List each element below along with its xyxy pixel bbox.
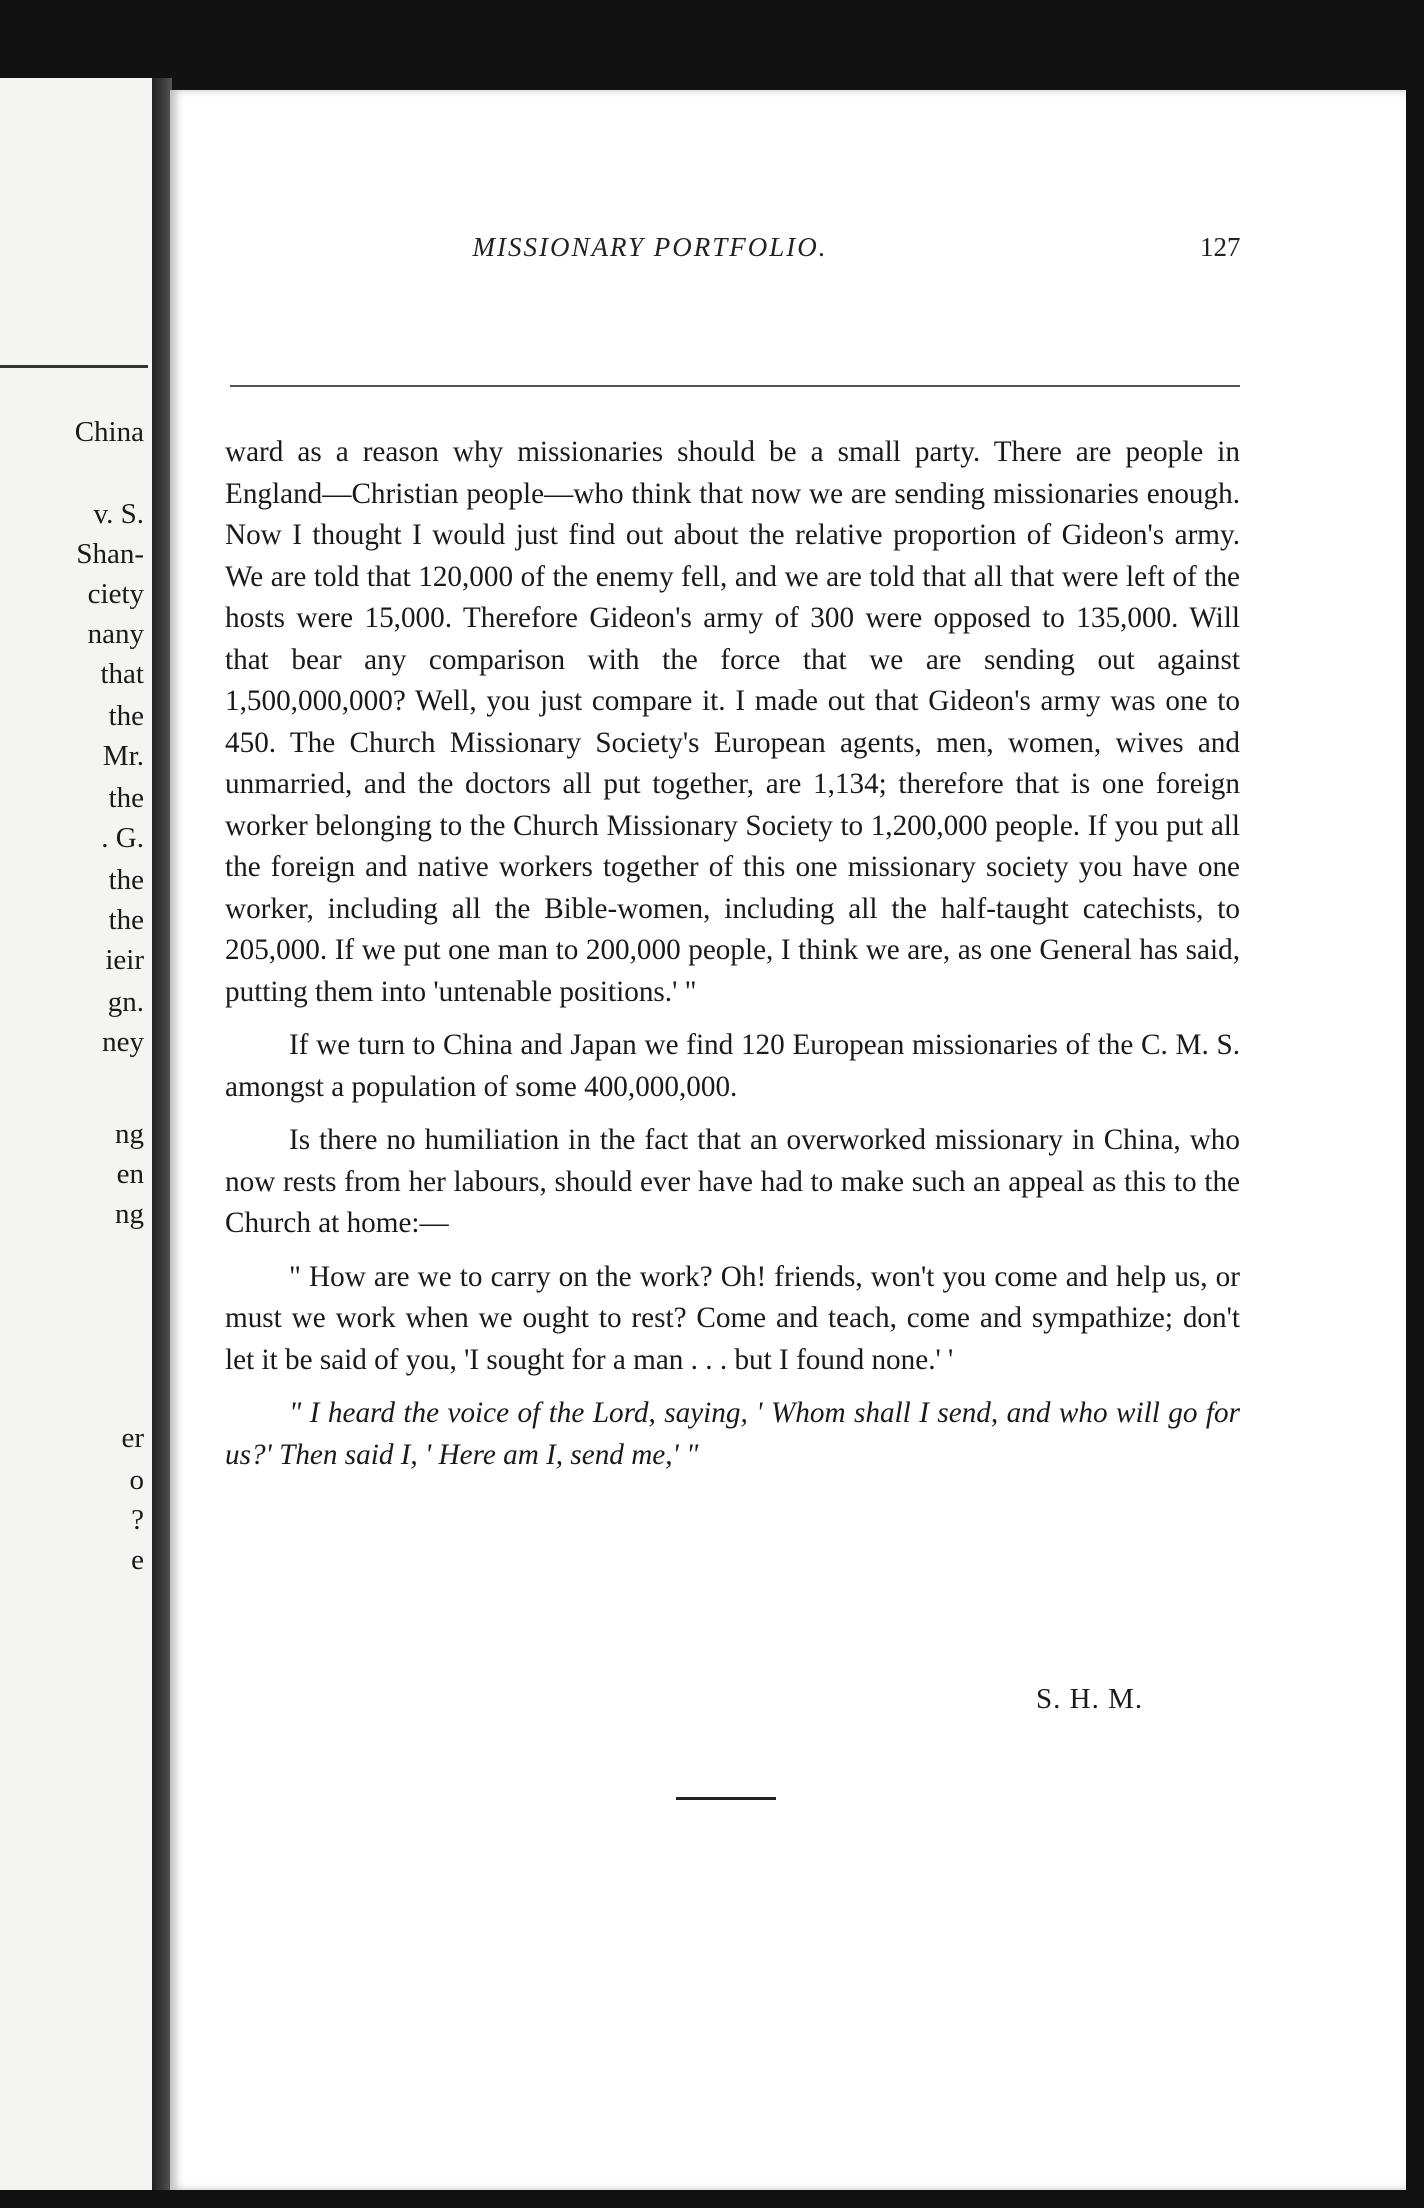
left-page-line: nany xyxy=(87,618,144,650)
left-page-line: China xyxy=(74,416,144,448)
quoted-appeal: " How are we to carry on the work? Oh! friends, won't you come and help us, or must we work when we ought to rest? Come and teach, come and sympathize; don't let it be said of you, 'I sought for a man . . . but I found none.' ' xyxy=(225,1260,1240,1376)
left-page-line: ieir xyxy=(105,944,144,976)
paragraph: If we turn to China and Japan we find 120 European missionaries of the C. M. S. amongst a population of some 400,000,000. xyxy=(225,1029,1240,1103)
page-number: 127 xyxy=(1200,232,1241,262)
book-gutter xyxy=(152,78,172,2190)
left-page-line: ng xyxy=(115,1118,144,1150)
left-page-line: . G. xyxy=(101,822,144,854)
left-page-line: er xyxy=(121,1422,144,1454)
left-page-line: Shan- xyxy=(76,538,144,570)
left-page-line: ? xyxy=(131,1504,144,1536)
left-facing-page xyxy=(0,78,152,2190)
body-text xyxy=(225,432,1240,1488)
left-page-line: Mr. xyxy=(102,740,144,772)
left-page-line: the xyxy=(108,782,144,814)
header-rule xyxy=(230,385,1240,387)
scan-background xyxy=(0,0,1424,90)
end-rule xyxy=(676,1797,776,1800)
left-page-line: e xyxy=(131,1544,144,1576)
left-page-line: en xyxy=(116,1158,144,1190)
left-page-line: v. S. xyxy=(93,498,144,530)
left-page-line: the xyxy=(108,700,144,732)
paragraph: ward as a reason why missionaries should be a small party. There are people in England—Christian people—who think that now we are sending missionaries enough. Now I thought I would just find out about the relative proportion of Gideon's army. We are told that 120,000 of the enemy fell, and we are told that all that were left of the hosts were 15,000. Therefore Gideon's army of 300 were opposed to 135,000. Will that bear any comparison with the force that we are sending out against 1,500,000,000? Well, you just compare it. I made out that Gideon's army was one to 450. The Church Missionary Society's European agents, men, women, wives and unmarried, and the doctors all put together, are 1,134; therefore that is one foreign worker belonging to the Church Missionary Society to 1,200,000 people. If you put all the foreign and native workers together of this one missionary society you have one worker, including all the Bible-women, including all the half-taught catechists, to 205,000. If we put one man to 200,000 people, I think we are, as one General has said, putting them into 'untenable positions.' " xyxy=(225,436,1240,1008)
left-page-line: that xyxy=(100,658,144,690)
left-page-line: ciety xyxy=(87,578,144,610)
left-page-line: ng xyxy=(115,1198,144,1230)
left-page-line: o xyxy=(129,1464,144,1496)
left-page-rule xyxy=(0,365,148,368)
left-page-line: the xyxy=(108,904,144,936)
scripture-quote: " I heard the voice of the Lord, saying, ' Whom shall I send, and who will go for us?' Then said I, ' Here am I, send me,' " xyxy=(225,1397,1240,1471)
running-head: MISSIONARY PORTFOLIO. xyxy=(472,232,828,262)
left-page-line: the xyxy=(108,864,144,896)
left-page-line: ney xyxy=(102,1026,144,1058)
signature: S. H. M. xyxy=(1036,1683,1144,1715)
left-page-line: gn. xyxy=(107,986,144,1018)
paragraph: Is there no humiliation in the fact that an overworked missionary in China, who now rests from her labours, should ever have had to make such an appeal as this to the Church at home:— xyxy=(225,1124,1240,1239)
